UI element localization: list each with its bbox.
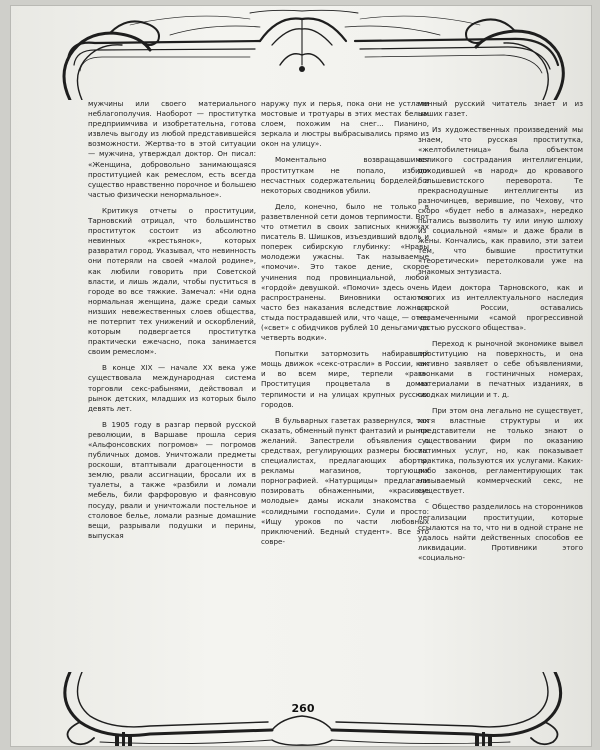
paragraph: При этом она легально не существует, хотя властные структуры и их представители не только знают о существовании фирм по оказанию интимных услуг, но, как показывает практика, пользуются их услугами. Каких-либо законов, регламентирующих так называемый коммерческий секс, не существует. bbox=[418, 405, 583, 496]
paragraph: Из художественных произведений мы знаем, что русская проститутка, «желтобилетница» была объектом великого сострадания интеллигенции, доходившей «в народ» до кровавого большевистского переворота. Те прекраснодушные интеллигенты из разночинцев, верившие, по Чехову, что скоро «будет небо в алмазах», нередко пытались вызволить ту или иную шлюху из социальной «ямы» и даже брали в жены. Кончались, как правило, эти затеи тем, что бывшие проститутки «теоретически» перетолковали уже на знакомых энтузиаста. bbox=[418, 125, 583, 276]
paragraph: мужчины или своего материального неблагополучия. Наоборот — проститутка предприимчива и изобретательна, готова извлечь выгоду из любой представившейся возможности. Жертва-то в этой ситуации — мужчина, утверждал доктор. Он писал: «Женщина, добровольно занимающаяся проституцией как ремеслом, есть всегда существо нравственно порочное и большею частью физически ненормальное». bbox=[88, 99, 256, 199]
paragraph: Идеи доктора Тарновского, как и многих из интеллектуального наследия царской России, оставались незамеченными «самой прогрессивной частью русского общества». bbox=[418, 282, 583, 332]
paragraph: Попытки затормозить набиравший мощь движок «секс-отрасли» в России, как и во всем мире, терпели «рак». Проституция процветала в домах терпимости и на улицах крупных русских городов. bbox=[261, 349, 429, 409]
paragraph: В 1905 году в разгар первой русской революции, в Варшаве прошла серия «Альфонсовских погромов» — погромов публичных домов. Уничтожали предметы роскоши, втаптывали драгоценности в землю, рвали ассигнации, бросали их в туалеты, а также «разбили и ломали мебель, били фарфоровую и фаянсовую посуду, рвали и уничтожали постельное и столовое белье, ломали разные домашние вещи, разрывали подушки и перины, выпуская bbox=[88, 419, 256, 540]
paragraph: Переход к рыночной экономике вывел проституцию на поверхность, и она активно заявляет о себе объявлениями, звонками в гостиничных номерах, материалами в печатных изданиях, в сводках милиции и т. д. bbox=[418, 339, 583, 399]
paragraph: Общество разделилось на сторонников легализации проституции, которые ссылаются на то, что ни в одной стране не удалось найти действенных способов ее ликвидации. Противники этого «социально- bbox=[418, 502, 583, 562]
paragraph: Дело, конечно, было не только в разветвленной сети домов терпимости. Вот что отметил в своих записных книжках писатель В. Шишков, изъездивший вдоль и поперек сибирскую глубинку: «Нравы молодежи ужасны. Так называемые «помочи». Это такое дение, скорое учинения под провинциальной, любой «гордой» девушкой. «Помочи» здесь очень распространены. Виновники остаются часто без наказания вследствие ложного стыда пострадавшей или, что чаще, — отец («свет» с обидчиков рублей 10 деньгами да четверть водки». bbox=[261, 201, 429, 343]
top-ornament-border bbox=[10, 5, 592, 100]
paragraph: В бульварных газетах развернулся, так сказать, обменный пункт фантазий и рынок желаний. Запестрели объявления о средствах, регулирующих размеры бюста: специалистах, предлагающих аборты; рекламы магазинов, торгующих порнографией. «Натурщицы» предлагали позировать обнаженными, «красивые молодые» дамы искали знакомства с «солидными господами». Сули и просто: «Ищу уроков по части любовных приключений. Бедный студент». Все это совре- bbox=[261, 415, 429, 546]
page-number: 260 bbox=[291, 702, 315, 715]
text-column-right bbox=[418, 99, 583, 679]
paragraph: менный русский читатель знает и из наших газет. bbox=[418, 99, 583, 119]
text-column-left bbox=[88, 99, 256, 679]
paragraph: Критикуя отчеты о проституции, Тарновский отрицал, что большинство проституток состоит из абсолютно невинных «крестьянок», которых развратил город. Указывал, что невинность они потеряли на своей «малой родине», как любили говорить при Советской власти, и лишь ждали, чтобы пуститься в городе во все тяжкие. Замечал: «Ни одна нормальная женщина, даже среди самых низших невежественных слоев общества, не потерпит тех унижений и оскорблений, которым подвергается проститутка практически ежечасно, пока занимается своим ремеслом». bbox=[88, 205, 256, 357]
paragraph: Моментально возвращавшимся проституткам не попало, избили несчастных содержательниц борделей, а некоторых сводников убили. bbox=[261, 155, 429, 195]
book-page bbox=[10, 5, 592, 747]
paragraph: В конце XIX — начале XX века уже существовала международная система торговли секс-рабынями, действовал и рынок детских, младших из которых было девять лет. bbox=[88, 363, 256, 413]
text-column-middle bbox=[261, 99, 429, 679]
paragraph: наружу пух и перья, пока они не устлали мостовые и тротуары в этих местах белым слоем, похожим на снег... Пианино, зеркала и люстры выбрасывались прямо из окон на улицу». bbox=[261, 99, 429, 149]
